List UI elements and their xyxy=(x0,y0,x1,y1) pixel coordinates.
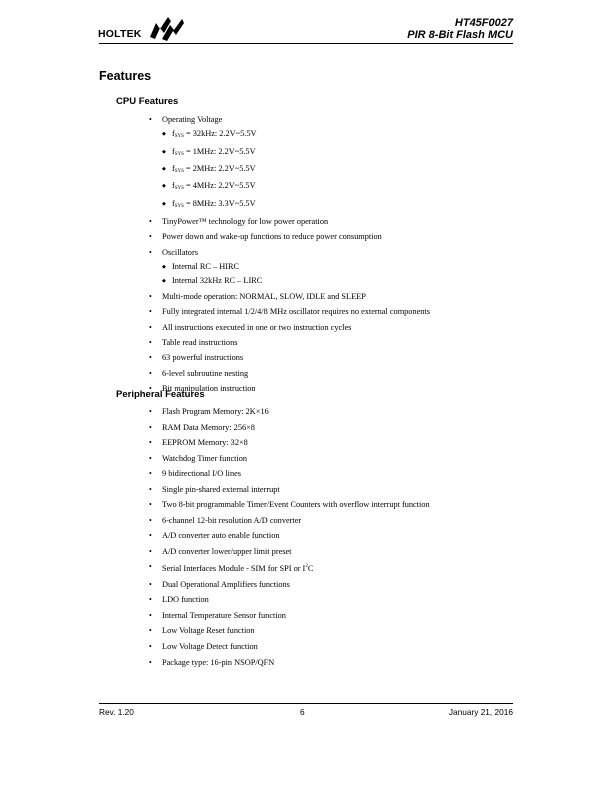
list-item: • Single pin-shared external interrupt xyxy=(149,482,430,498)
list-item: • Package type: 16-pin NSOP/QFN xyxy=(149,655,430,671)
holtek-logo xyxy=(98,15,188,45)
header-rule xyxy=(99,43,513,44)
voltage-sublist xyxy=(162,127,430,213)
footer-page-number: 6 xyxy=(300,707,305,717)
list-item: • A/D converter auto enable function xyxy=(149,528,430,544)
list-item: • Watchdog Timer function xyxy=(149,451,430,467)
list-item: • Flash Program Memory: 2K×16 xyxy=(149,404,430,420)
list-item: • Bit manipulation instruction xyxy=(149,381,430,396)
cpu-features-heading: CPU Features xyxy=(116,96,179,107)
list-item: • Table read instructions xyxy=(149,335,430,350)
peripheral-features-heading: Peripheral Features xyxy=(116,389,205,400)
sub-item: ◆ $f_{SYS} = 2MHz$: 2.2V~5.5V xyxy=(162,162,430,179)
sub-item: ◆ $f_{SYS} = 1MHz$: 2.2V~5.5V xyxy=(162,145,430,162)
list-item: • Power down and wake-up functions to reduce power consumption xyxy=(149,229,430,244)
sub-item: ◆ Internal RC – HIRC xyxy=(162,260,430,274)
logo-text: HOLTEK xyxy=(98,28,142,40)
footer-date: January 21, 2016 xyxy=(448,707,513,717)
operating-voltage-label: Operating Voltage xyxy=(162,115,223,124)
list-item: • EEPROM Memory: 32×8 xyxy=(149,435,430,451)
document-subtitle: PIR 8-Bit Flash MCU xyxy=(407,29,513,41)
part-number: HT45F0027 xyxy=(454,17,513,29)
list-item: • Dual Operational Amplifiers functions xyxy=(149,577,430,593)
list-item: • Internal Temperature Sensor function xyxy=(149,608,430,624)
footer-revision: Rev. 1.20 xyxy=(99,707,134,717)
list-item: • TinyPower™ technology for low power operation xyxy=(149,214,430,229)
list-item: • Fully integrated internal 1/2/4/8 MHz oscillator requires no external components xyxy=(149,304,430,319)
list-item: • RAM Data Memory: 256×8 xyxy=(149,420,430,436)
peripheral-features-list xyxy=(149,404,430,670)
sub-item: ◆ $f_{SYS} = 4MHz$: 2.2V~5.5V xyxy=(162,179,430,196)
list-item: • All instructions executed in one or two instruction cycles xyxy=(149,320,430,335)
list-item: • Low Voltage Reset function xyxy=(149,623,430,639)
list-item: • 63 powerful instructions xyxy=(149,350,430,365)
list-item: • Low Voltage Detect function xyxy=(149,639,430,655)
sub-item: ◆ $f_{SYS} = 32kHz$: 2.2V~5.5V xyxy=(162,127,430,144)
oscillator-sublist xyxy=(162,260,430,289)
list-item xyxy=(149,245,430,289)
list-item: • LDO function xyxy=(149,592,430,608)
footer-rule xyxy=(99,703,513,704)
list-item: • 6-level subroutine nesting xyxy=(149,366,430,381)
cpu-features-list xyxy=(149,112,430,397)
list-item: • Multi-mode operation: NORMAL, SLOW, IDLE and SLEEP xyxy=(149,289,430,304)
list-item xyxy=(149,112,430,214)
list-item: • 6-channel 12-bit resolution A/D converter xyxy=(149,513,430,529)
list-item: • A/D converter lower/upper limit preset xyxy=(149,544,430,560)
list-item: • Two 8-bit programmable Timer/Event Counters with overflow interrupt function xyxy=(149,497,430,513)
sub-item: ◆ Internal 32kHz RC – LIRC xyxy=(162,274,430,288)
page-title: Features xyxy=(99,69,152,83)
sub-item: ◆ $f_{SYS} = 8MHz$: 3.3V~5.5V xyxy=(162,197,430,214)
oscillators-label: Oscillators xyxy=(162,247,198,257)
list-item: • 9 bidirectional I/O lines xyxy=(149,466,430,482)
document-header xyxy=(407,17,513,41)
list-item: • Serial Interfaces Module - SIM for SPI or $I^2C$ xyxy=(149,559,430,576)
